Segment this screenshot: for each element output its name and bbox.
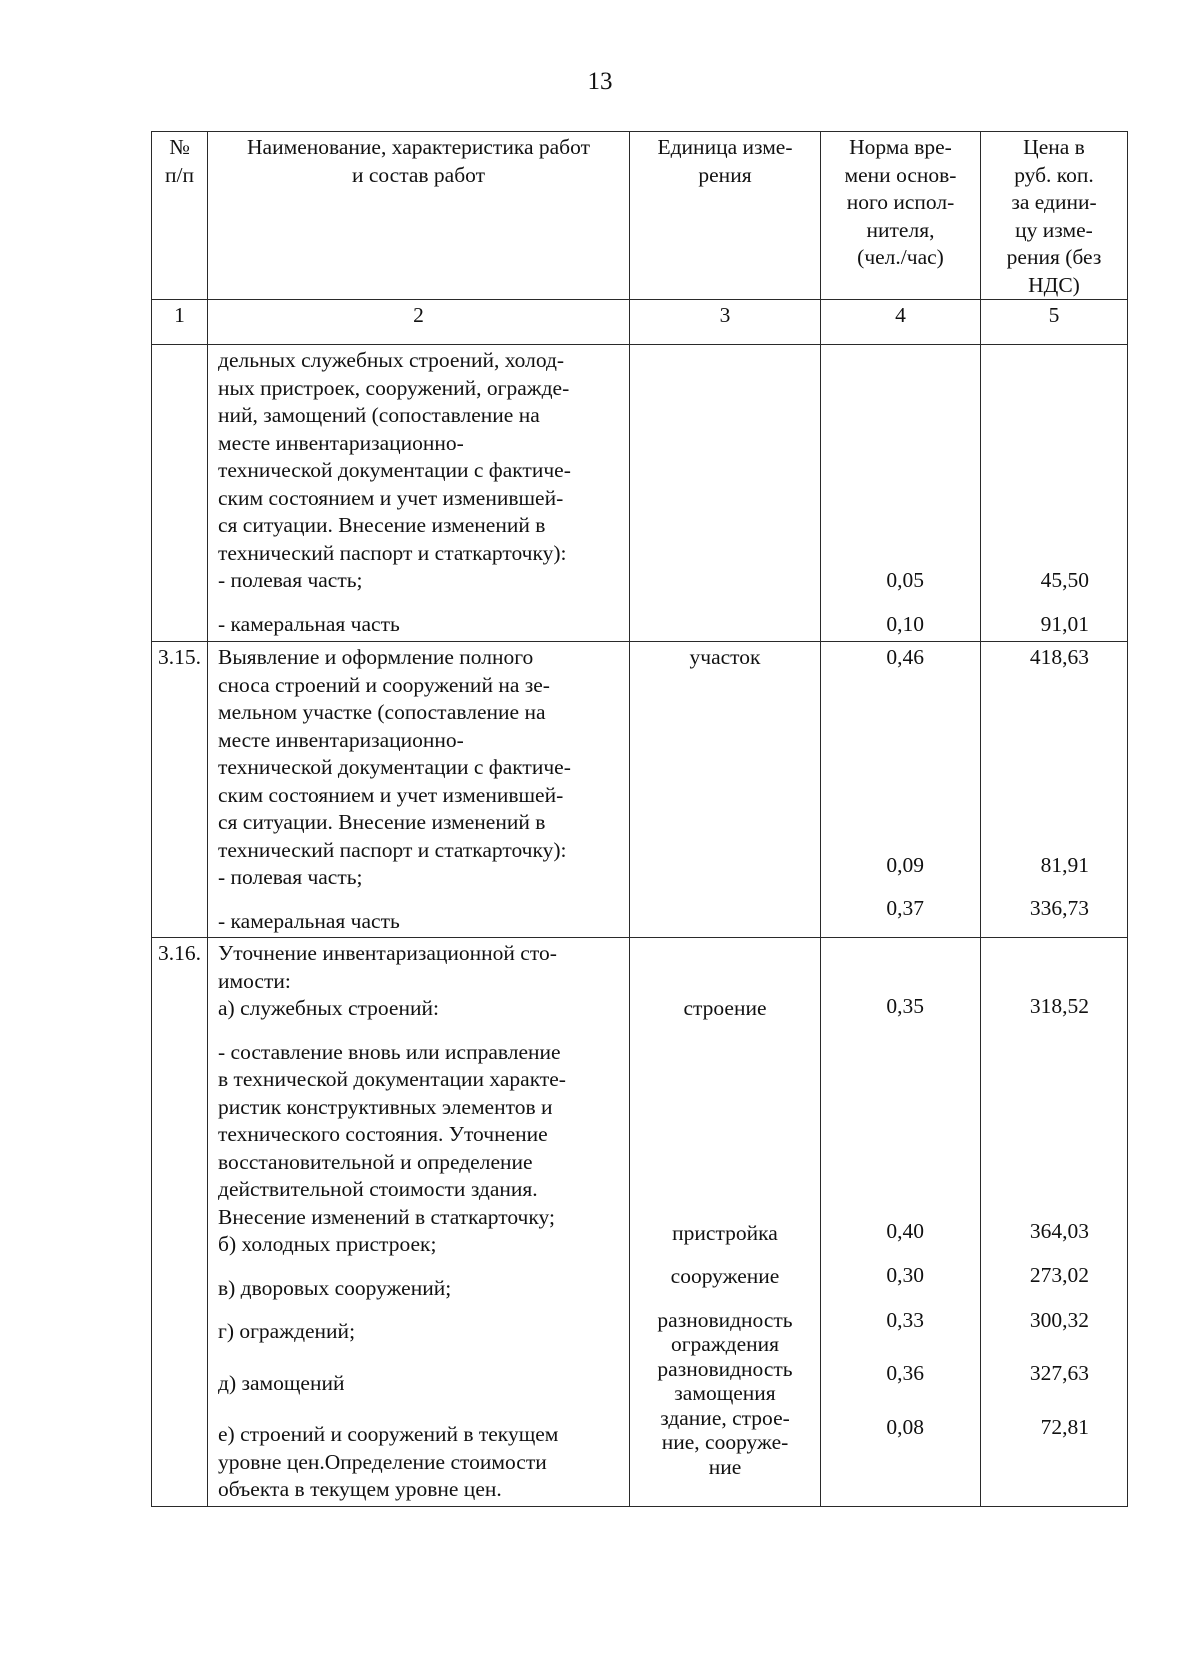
unit-value: пристройка — [672, 1220, 778, 1245]
norm-value: 0,37 — [886, 896, 924, 920]
table-row: 3.15. Выявление и оформление полного сноса строений и сооружений на зе- мельном участке (сопоставление на месте инвентаризационно- технической документации с фактиче- ским состоянием и учет изменившей- ся ситуации. Внесение изменений в технический паспорт и статкарточку): - полевая часть; - камеральная часть участок 0,46 0,09 0,37 418,63 81,91 336,73 — [152, 642, 1128, 938]
price-value: 336,73 — [1029, 896, 1089, 920]
table-header-row — [152, 132, 1128, 300]
item-label: г) ограждений; — [218, 1319, 356, 1343]
header-col-price: Цена в руб. коп. за едини- цу изме- рения (без НДС) — [981, 132, 1128, 300]
column-number: 2 — [413, 303, 424, 327]
price-value: 364,03 — [1029, 1218, 1089, 1243]
sub-item-label: - полевая часть; — [218, 865, 363, 889]
price-value: 81,91 — [1040, 852, 1089, 877]
price-value: 327,63 — [1029, 1361, 1089, 1385]
unit-value: сооружение — [670, 1264, 780, 1288]
item-label: д) замощений — [218, 1370, 345, 1395]
norm-value: 0,35 — [886, 994, 924, 1018]
unit-value: разновидность — [657, 1307, 793, 1332]
norm-value: 0,30 — [886, 1263, 924, 1287]
norm-value: 0,40 — [886, 1218, 924, 1243]
column-number: 3 — [719, 303, 731, 327]
sub-item-label: - полевая часть; — [218, 568, 363, 592]
price-value: 45,50 — [1040, 568, 1089, 592]
column-number: 4 — [895, 303, 906, 327]
column-numbers-row — [152, 300, 1128, 345]
unit-value: разновидность — [657, 1356, 793, 1381]
price-value: 318,52 — [1029, 994, 1089, 1018]
header-col-name: Наименование, характеристика работ и состав работ — [208, 132, 630, 300]
norm-value: 0,05 — [886, 568, 924, 592]
table-row: дельных служебных строений, холод- ных пристроек, сооружений, огражде- ний, замощений (сопоставление на месте инвентаризационно- технической документации с фактиче- ским состоянием и учет изменившей- ся ситуации. Внесение изменений в технический паспорт и статкарточку): - полевая часть; - камеральная часть 0,05 0,10 45,50 91,01 — [152, 345, 1128, 642]
item-label: а) служебных строений: — [218, 996, 439, 1020]
unit-value: участок — [689, 645, 761, 669]
price-value: 91,01 — [1040, 611, 1089, 636]
header-col-number: № п/п — [152, 132, 208, 300]
row-number: 3.15. — [158, 645, 201, 669]
unit-value: строение — [683, 996, 767, 1020]
price-value: 300,32 — [1029, 1307, 1089, 1332]
norm-value: 0,10 — [886, 611, 924, 636]
price-value: 72,81 — [1040, 1414, 1089, 1439]
norm-value: 0,46 — [886, 645, 924, 669]
unit-value: ограждения — [670, 1332, 780, 1356]
unit-value: ние — [708, 1454, 742, 1479]
norm-value: 0,36 — [886, 1361, 924, 1385]
column-number: 1 — [174, 303, 185, 327]
table-row: 3.16. Уточнение инвентаризационной сто- имости: а) служебных строений: - составление вновь или исправление в технической документации характе- ристик конструктивных элементов и технического состояния. Уточнение восстановительной и определение действительной стоимости здания. Внесение изменений в статкарточку; б) холодных пристроек; в) дворовых сооружений; г) ограждений; д) замощений е) строений и сооружений в текущем уровне цен.Определение стоимости объекта в текущем уровне цен. строение пристройка сооружение разновидность ограждения разновидность замощения здание, строе- ние, сооруже- ние 0,35 0,40 0,30 0,33 0,36 0,08 318,52 364,03 273,02 300,32 327,63 72,81 — [152, 938, 1128, 1507]
norm-value: 0,08 — [886, 1414, 924, 1439]
price-value: 273,02 — [1029, 1263, 1089, 1287]
unit-value: замощения — [674, 1381, 776, 1405]
row-number — [152, 345, 207, 347]
sub-item-label: - камеральная часть — [218, 908, 400, 933]
item-label: в) дворовых сооружений; — [218, 1275, 452, 1300]
page-number: 13 — [587, 68, 613, 95]
tariff-table — [151, 131, 1128, 1507]
price-value: 418,63 — [1029, 645, 1089, 669]
column-number: 5 — [1048, 303, 1060, 327]
unit-value: здание, строе- — [660, 1405, 790, 1430]
norm-value: 0,09 — [886, 852, 924, 877]
norm-value: 0,33 — [886, 1307, 924, 1332]
sub-item-label: - камеральная часть — [218, 611, 400, 636]
header-col-unit: Единица изме- рения — [630, 132, 821, 300]
item-label: б) холодных пристроек; — [218, 1232, 437, 1256]
unit-value: ние, сооруже- — [661, 1430, 789, 1454]
unit-value — [630, 345, 820, 347]
row-number: 3.16. — [158, 941, 201, 965]
header-col-norm: Норма вре- мени основ- ного испол- нителя, (чел./час) — [821, 132, 981, 300]
